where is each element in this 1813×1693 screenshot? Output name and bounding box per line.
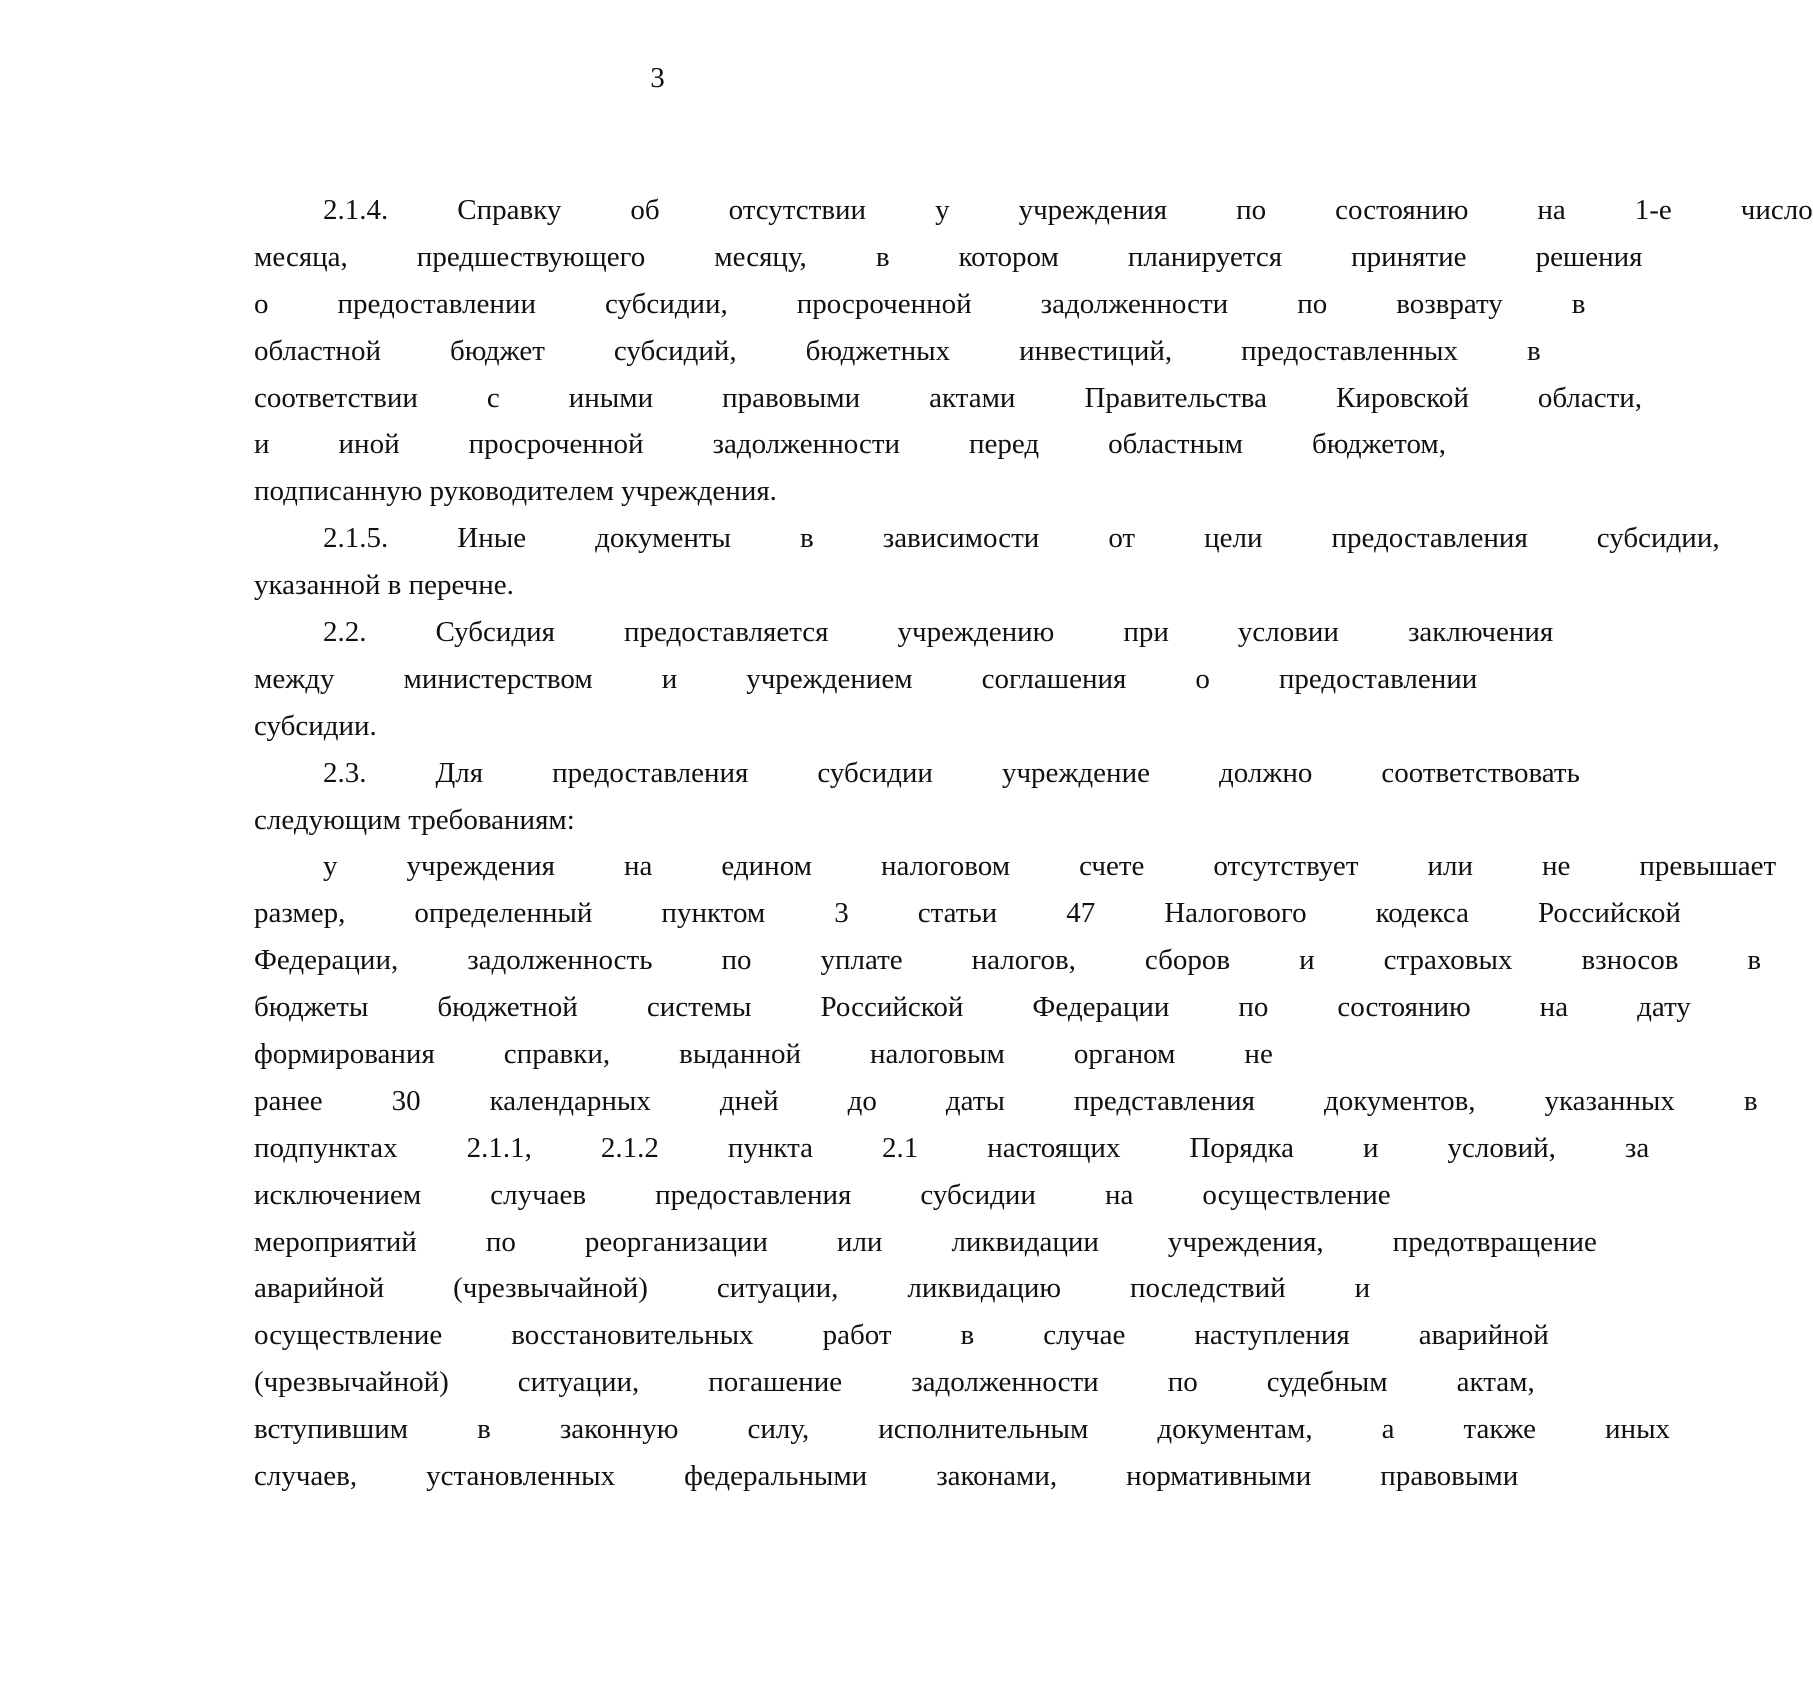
- text-line: случаев, установленных федеральными законами, нормативными правовыми: [254, 1460, 1519, 1493]
- text-line: вступившим в законную силу, исполнительным документам, а также иных: [254, 1413, 1671, 1446]
- text-line: следующим требованиям:: [254, 803, 575, 836]
- text-line: 2.2. Субсидия предоставляется учреждению при условии заключения: [323, 616, 1554, 649]
- text-line: мероприятий по реорганизации или ликвидации учреждения, предотвращение: [254, 1225, 1597, 1258]
- page-number: 3: [650, 62, 665, 94]
- paragraph-requirements: [185, 843, 1777, 1499]
- text-line: 2.1.5. Иные документы в зависимости от цели предоставления субсидии,: [323, 522, 1720, 555]
- paragraph-2-2: [185, 609, 1554, 750]
- text-line: месяца, предшествующего месяцу, в котором планируется принятие решения: [254, 240, 1643, 273]
- text-line: субсидии.: [254, 709, 377, 742]
- text-line: аварийной (чрезвычайной) ситуации, ликвидацию последствий и: [254, 1272, 1371, 1305]
- paragraph-2-1-5: [185, 515, 1720, 609]
- text-line: 2.3. Для предоставления субсидии учреждение должно соответствовать: [323, 756, 1580, 789]
- text-line: 2.1.4. Справку об отсутствии у учреждения по состоянию на 1-е число: [323, 194, 1813, 226]
- paragraph-2-1-4: [185, 187, 1813, 515]
- text-line: Федерации, задолженность по уплате налогов, сборов и страховых взносов в: [254, 944, 1762, 977]
- paragraph-2-3: [185, 750, 1580, 844]
- text-line: подписанную руководителем учреждения.: [254, 475, 777, 508]
- text-line: (чрезвычайной) ситуации, погашение задолженности по судебным актам,: [254, 1366, 1535, 1399]
- document-body: [185, 187, 1813, 1500]
- text-line: подпунктах 2.1.1, 2.1.2 пункта 2.1 настоящих Порядка и условий, за: [254, 1131, 1650, 1164]
- text-line: и иной просроченной задолженности перед областным бюджетом,: [254, 428, 1447, 461]
- text-line: областной бюджет субсидий, бюджетных инвестиций, предоставленных в: [254, 334, 1541, 367]
- text-line: между министерством и учреждением соглашения о предоставлении: [254, 662, 1478, 695]
- text-line: ранее 30 календарных дней до даты представления документов, указанных в: [254, 1084, 1758, 1117]
- text-line: о предоставлении субсидии, просроченной задолженности по возврату в: [254, 287, 1586, 320]
- text-line: указанной в перечне.: [254, 569, 514, 602]
- text-line: формирования справки, выданной налоговым органом не: [254, 1038, 1273, 1071]
- text-line: бюджеты бюджетной системы Российской Федерации по состоянию на дату: [254, 991, 1691, 1024]
- text-line: исключением случаев предоставления субсидии на осуществление: [254, 1178, 1391, 1211]
- text-line: у учреждения на едином налоговом счете отсутствует или не превышает: [323, 850, 1777, 883]
- text-line: осуществление восстановительных работ в случае наступления аварийной: [254, 1319, 1549, 1352]
- text-line: размер, определенный пунктом 3 статьи 47 Налогового кодекса Российской: [254, 897, 1681, 930]
- text-line: соответствии с иными правовыми актами Правительства Кировской области,: [254, 381, 1643, 414]
